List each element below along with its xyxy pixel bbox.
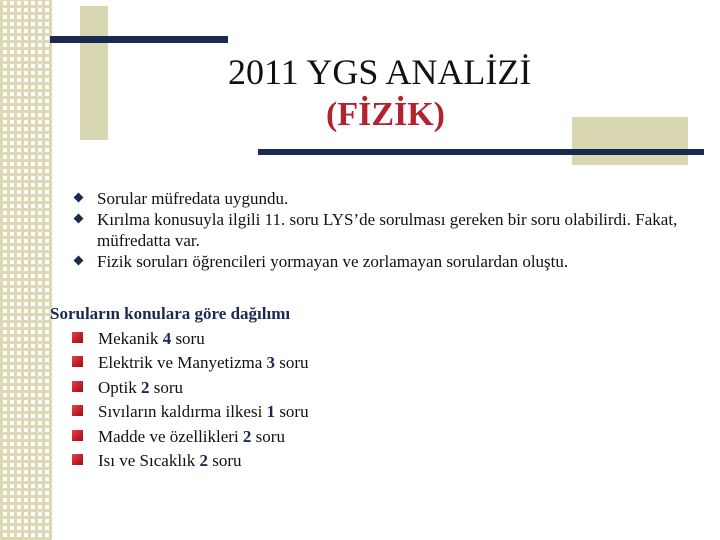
topic-unit: soru [212, 451, 242, 471]
topic-unit: soru [279, 353, 309, 373]
distribution-heading: Soruların konulara göre dağılımı [50, 304, 291, 323]
topic-count: 2 [199, 451, 209, 471]
diamond-bullet-icon [74, 214, 84, 224]
topic-count: 4 [162, 329, 172, 348]
decorative-navy-bar-bottom [258, 149, 704, 155]
bullet-item [74, 251, 714, 272]
topic-count: 1 [266, 402, 276, 422]
topic-item [72, 400, 309, 424]
topic-name: Madde ve özellikleri [98, 426, 239, 446]
red-square-bullet-icon [72, 381, 83, 392]
topic-item [72, 425, 309, 449]
topic-name: Optik [98, 377, 137, 397]
topic-unit: soru [279, 402, 309, 422]
topic-name: Mekanik [98, 329, 159, 348]
bullet-item [74, 209, 714, 251]
topic-item [72, 449, 309, 473]
red-square-bullet-icon [72, 430, 83, 441]
topic-list [72, 327, 309, 473]
bullet-item [74, 188, 714, 209]
topic-unit: soru [255, 426, 285, 446]
decorative-pattern-strip [0, 0, 52, 540]
diamond-bullet-icon [74, 193, 84, 203]
bullet-text: Sorular müfredata uygundu. [97, 189, 289, 208]
topic-item [72, 351, 309, 375]
red-square-bullet-icon [72, 454, 83, 465]
bullet-list [74, 188, 714, 272]
topic-name: Sıvıların kaldırma ilkesi [98, 402, 263, 422]
topic-item [72, 327, 309, 351]
topic-unit: soru [153, 377, 184, 397]
topic-count: 2 [140, 377, 150, 397]
slide-subtitle: (FİZİK) [326, 96, 445, 133]
diamond-bullet-icon [74, 256, 84, 266]
topic-name: Isı ve Sıcaklık [98, 451, 196, 471]
topic-count: 3 [266, 353, 276, 373]
decorative-olive-block-bottom [572, 117, 688, 165]
bullet-text: Fizik soruları öğrencileri yormayan ve zorlamayan sorulardan oluştu. [97, 252, 569, 271]
topic-unit: soru [175, 329, 205, 348]
red-square-bullet-icon [72, 405, 83, 416]
slide-title: 2011 YGS ANALİZİ [228, 52, 532, 92]
topic-count: 2 [242, 426, 252, 446]
topic-name: Elektrik ve Manyetizma [98, 353, 263, 373]
bullet-text: Kırılma konusuyla ilgili 11. soru LYS’de sorulması gereken bir soru olabilirdi. Fakat, müfredatta var. [97, 210, 678, 250]
decorative-olive-block-top [80, 6, 108, 140]
topic-item [72, 376, 309, 400]
decorative-navy-bar-top [50, 36, 228, 43]
red-square-bullet-icon [72, 356, 83, 367]
red-square-bullet-icon [72, 332, 83, 343]
